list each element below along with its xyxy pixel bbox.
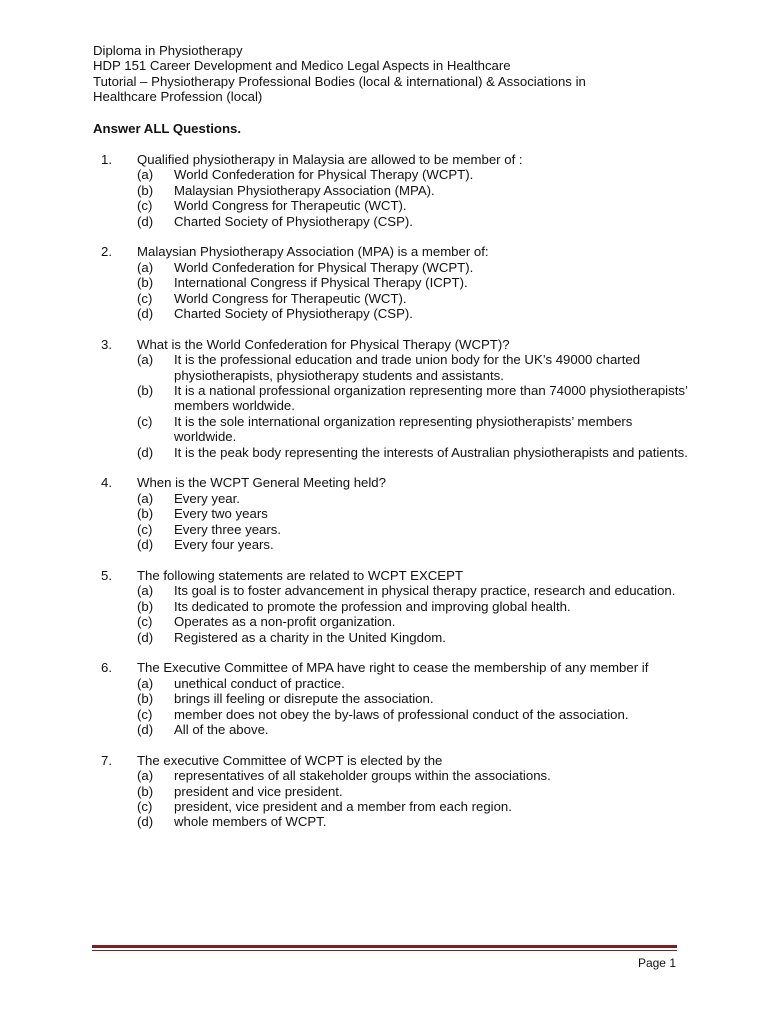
option-text: Its dedicated to promote the profession and improving global health. <box>174 598 571 614</box>
question-stem <box>93 660 693 675</box>
answer-option <box>93 784 693 799</box>
option-text: All of the above. <box>174 721 269 737</box>
option-text: Malaysian Physiotherapy Association (MPA). <box>174 182 435 198</box>
question-stem <box>93 152 693 167</box>
option-label: (b) <box>137 691 154 707</box>
option-label: (c) <box>137 798 153 814</box>
option-label: (a) <box>137 352 154 368</box>
answer-option <box>93 414 693 445</box>
answer-option <box>93 214 693 229</box>
option-label: (c) <box>137 706 153 722</box>
answer-option <box>93 291 693 306</box>
question-number: 1. <box>101 152 112 167</box>
answer-option <box>93 583 693 598</box>
question-text: The Executive Committee of MPA have right to cease the membership of any member if <box>137 660 649 676</box>
answer-option <box>93 183 693 198</box>
option-label: (b) <box>137 383 154 399</box>
option-label: (b) <box>137 506 154 522</box>
answer-option <box>93 614 693 629</box>
option-label: (c) <box>137 521 153 537</box>
option-text: Charted Society of Physiotherapy (CSP). <box>174 213 413 229</box>
question-stem <box>93 753 693 768</box>
option-text: It is the sole international organization representing physiotherapists’ members worldwide. <box>174 413 633 445</box>
question-list <box>93 152 693 845</box>
question-number: 7. <box>101 752 112 768</box>
answer-option <box>93 198 693 213</box>
answer-option <box>93 260 693 275</box>
option-text: It is the professional education and trade union body for the UK’s 49000 charted physiotherapists, physiotherapy students and assistants. <box>174 352 641 383</box>
question-number: 5. <box>101 567 112 583</box>
option-label: (d) <box>137 306 154 322</box>
question-item <box>93 660 693 737</box>
question-stem <box>93 568 693 583</box>
option-text: World Congress for Therapeutic (WCT). <box>174 198 407 214</box>
option-label: (a) <box>137 167 154 183</box>
option-label: (a) <box>137 583 154 599</box>
option-text: Every four years. <box>174 537 274 553</box>
question-text: What is the World Confederation for Physical Therapy (WCPT)? <box>137 336 510 352</box>
option-text: whole members of WCPT. <box>174 814 327 830</box>
header-tutorial-line-continued: Healthcare Profession (local) <box>93 89 263 105</box>
answer-option <box>93 383 693 414</box>
option-text: Every year. <box>174 490 240 506</box>
option-text: unethical conduct of practice. <box>174 675 345 691</box>
footer-rule-thick <box>92 945 677 948</box>
answer-option <box>93 491 693 506</box>
header-subject-line: HDP 151 Career Development and Medico Legal Aspects in Healthcare <box>93 58 511 74</box>
option-label: (c) <box>137 198 153 214</box>
option-label: (a) <box>137 259 154 275</box>
question-number: 3. <box>101 336 112 352</box>
question-item <box>93 244 693 321</box>
option-label: (d) <box>137 444 154 460</box>
answer-option <box>93 676 693 691</box>
page-number: Page 1 <box>637 956 676 970</box>
option-label: (d) <box>137 721 154 737</box>
question-item <box>93 753 693 830</box>
option-label: (d) <box>137 213 154 229</box>
option-text: Every two years <box>174 506 268 522</box>
option-text: president and vice president. <box>174 783 343 799</box>
option-label: (d) <box>137 814 154 830</box>
option-label: (b) <box>137 598 154 614</box>
option-text: representatives of all stakeholder groups within the associations. <box>174 768 551 784</box>
option-text: World Confederation for Physical Therapy (WCPT). <box>174 167 474 183</box>
option-text: Registered as a charity in the United Kingdom. <box>174 629 446 645</box>
answer-option <box>93 306 693 321</box>
option-label: (d) <box>137 537 154 553</box>
answer-option <box>93 630 693 645</box>
question-stem <box>93 337 693 352</box>
answer-option <box>93 799 693 814</box>
option-text: brings ill feeling or disrepute the association. <box>174 691 434 707</box>
option-label: (b) <box>137 182 154 198</box>
question-item <box>93 475 693 552</box>
answer-option <box>93 445 693 460</box>
option-label: (a) <box>137 675 154 691</box>
option-label: (d) <box>137 629 154 645</box>
option-text: World Congress for Therapeutic (WCT). <box>174 290 407 306</box>
answer-option <box>93 275 693 290</box>
question-stem <box>93 475 693 490</box>
answer-option <box>93 167 693 182</box>
option-label: (b) <box>137 783 154 799</box>
option-text: president, vice president and a member from each region. <box>174 798 512 814</box>
question-item <box>93 152 693 229</box>
question-item <box>93 568 693 645</box>
question-text: When is the WCPT General Meeting held? <box>137 475 386 491</box>
question-item <box>93 337 693 460</box>
header-tutorial-line: Tutorial – Physiotherapy Professional Bodies (local & international) & Associations in <box>93 73 586 89</box>
footer-rule-thin <box>92 950 677 951</box>
answer-option <box>93 522 693 537</box>
option-label: (c) <box>137 614 153 630</box>
option-text: It is the peak body representing the interests of Australian physiotherapists and patients. <box>174 444 688 460</box>
option-label: (c) <box>137 290 153 306</box>
question-text: Qualified physiotherapy in Malaysia are allowed to be member of : <box>137 152 523 167</box>
option-text: It is a national professional organization representing more than 74000 physiotherapists’ members worldwide. <box>174 383 688 414</box>
option-text: Operates as a non-profit organization. <box>174 614 396 630</box>
question-stem <box>93 244 693 259</box>
answer-option <box>93 722 693 737</box>
question-number: 2. <box>101 244 112 260</box>
answer-option <box>93 506 693 521</box>
answer-option <box>93 599 693 614</box>
header-course-line: Diploma in Physiotherapy <box>93 43 243 58</box>
answer-option <box>93 768 693 783</box>
answer-option <box>93 537 693 552</box>
question-text: Malaysian Physiotherapy Association (MPA) is a member of: <box>137 244 489 260</box>
question-number: 4. <box>101 475 112 491</box>
document-header <box>93 43 693 105</box>
option-label: (a) <box>137 490 154 506</box>
option-label: (a) <box>137 768 154 784</box>
answer-option <box>93 707 693 722</box>
question-text: The executive Committee of WCPT is elected by the <box>137 752 443 768</box>
answer-option <box>93 691 693 706</box>
option-text: Charted Society of Physiotherapy (CSP). <box>174 306 413 322</box>
instruction-heading: Answer ALL Questions. <box>93 121 242 136</box>
option-text: Every three years. <box>174 521 282 537</box>
answer-option <box>93 814 693 829</box>
option-text: member does not obey the by-laws of professional conduct of the association. <box>174 706 629 722</box>
option-text: World Confederation for Physical Therapy (WCPT). <box>174 259 474 275</box>
option-text: Its goal is to foster advancement in physical therapy practice, research and education. <box>174 583 676 599</box>
answer-option <box>93 352 693 383</box>
option-label: (b) <box>137 275 154 291</box>
question-number: 6. <box>101 660 112 676</box>
option-text: International Congress if Physical Therapy (ICPT). <box>174 275 468 291</box>
option-label: (c) <box>137 413 153 429</box>
question-text: The following statements are related to WCPT EXCEPT <box>137 567 463 583</box>
